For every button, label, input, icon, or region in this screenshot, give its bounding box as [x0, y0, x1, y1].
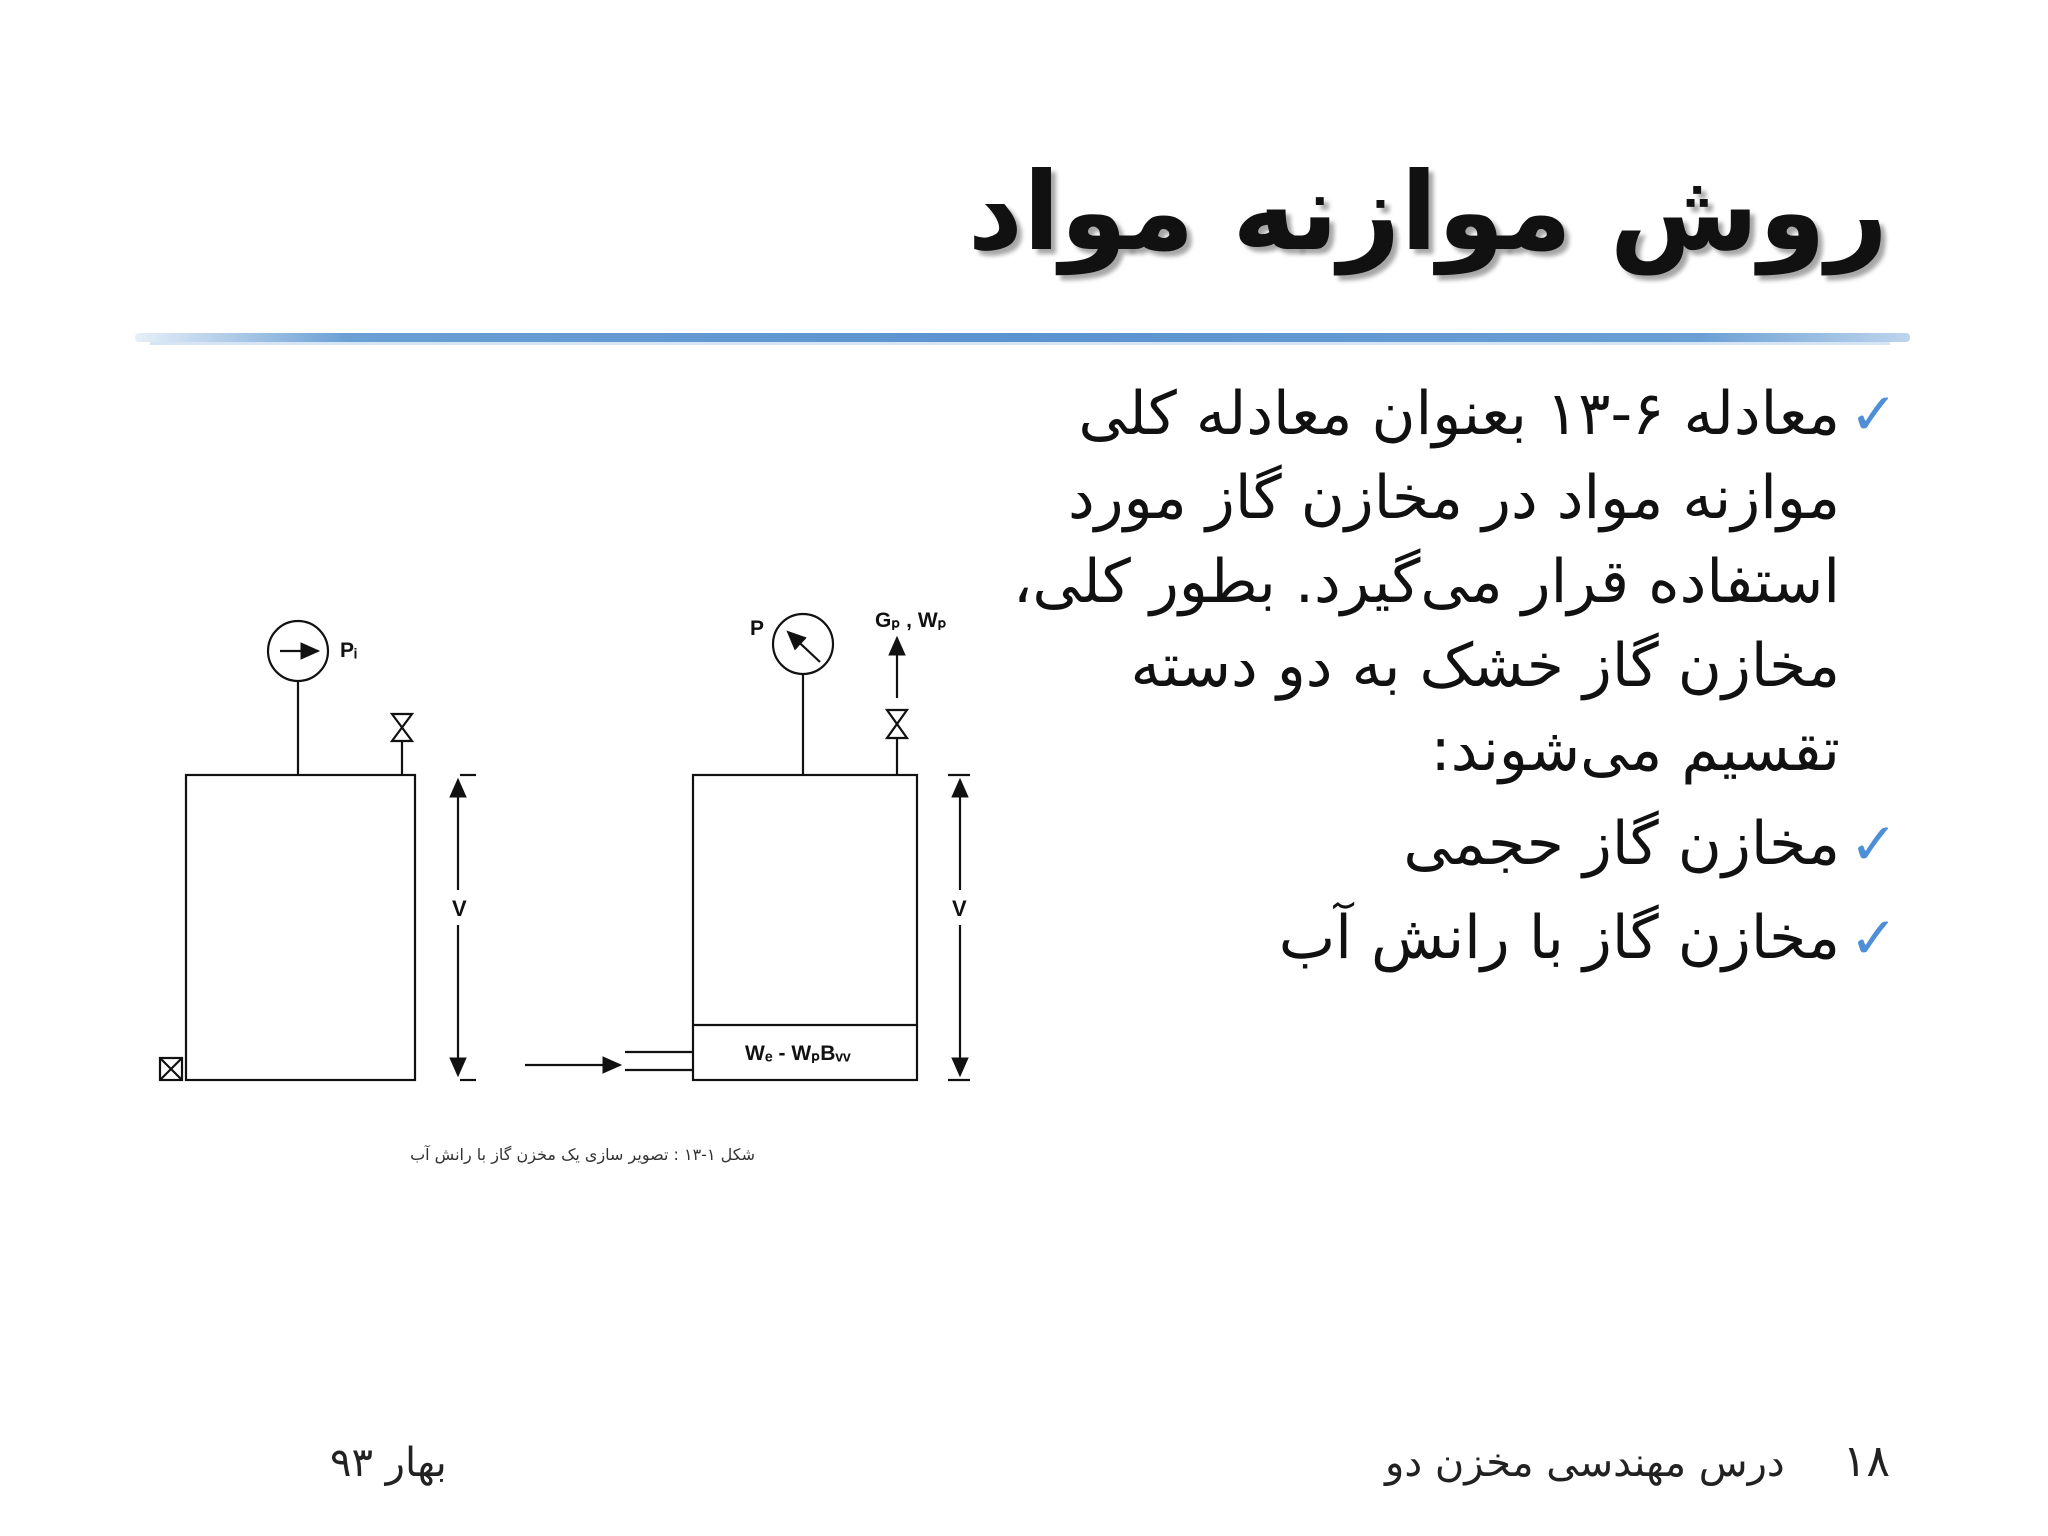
pressure-label: P: [750, 617, 765, 640]
page-number: ۱۸: [1842, 1436, 1890, 1487]
initial-tank: [186, 775, 415, 1080]
bullet-list: [978, 372, 1898, 990]
bullet-item: [978, 896, 1898, 980]
reservoir-diagram: [140, 600, 1010, 1180]
footer-course: درس مهندسی مخزن دو: [1385, 1440, 1785, 1486]
slide-title: روش موازنه مواد: [967, 150, 1888, 275]
bullet-item: [978, 372, 1898, 792]
valve-icon: [392, 714, 412, 741]
bullet-text: مخازن گاز حجمی: [1403, 809, 1840, 879]
volume-label-left: V: [452, 896, 467, 921]
title-divider-shadow: [150, 342, 1890, 345]
production-valve-icon: [887, 710, 907, 738]
bullet-text: مخازن گاز با رانش آب: [1278, 903, 1840, 973]
footer-semester: بهار ۹۳: [330, 1440, 447, 1486]
pressure-gauge: [773, 614, 833, 674]
checkmark-icon: ✓: [1849, 380, 1898, 448]
bullet-text: معادله ۶-۱۳ بعنوان معادله کلی موازنه مواد در مخازن گاز مورد استفاده قرار می‌گیرد. بطور کلی، مخازن گاز خشک به دو دسته تقسیم می‌شوند:: [1013, 379, 1840, 785]
volume-label-right: V: [952, 896, 967, 921]
production-label: Gₚ , Wₚ: [875, 609, 947, 632]
figure-caption: شکل ۱-۱۳ : تصویر سازی یک مخزن گاز با رانش آب: [410, 1145, 755, 1164]
checkmark-icon: ✓: [1849, 904, 1898, 972]
initial-pressure-label: Pᵢ: [340, 639, 357, 662]
checkmark-icon: ✓: [1849, 810, 1898, 878]
current-tank: [693, 775, 917, 1080]
title-divider: [135, 333, 1910, 342]
water-influx-label: Wₑ - WₚBᵥᵥ: [745, 1042, 851, 1065]
bullet-item: [978, 802, 1898, 886]
closed-valve-icon: [160, 1058, 182, 1080]
